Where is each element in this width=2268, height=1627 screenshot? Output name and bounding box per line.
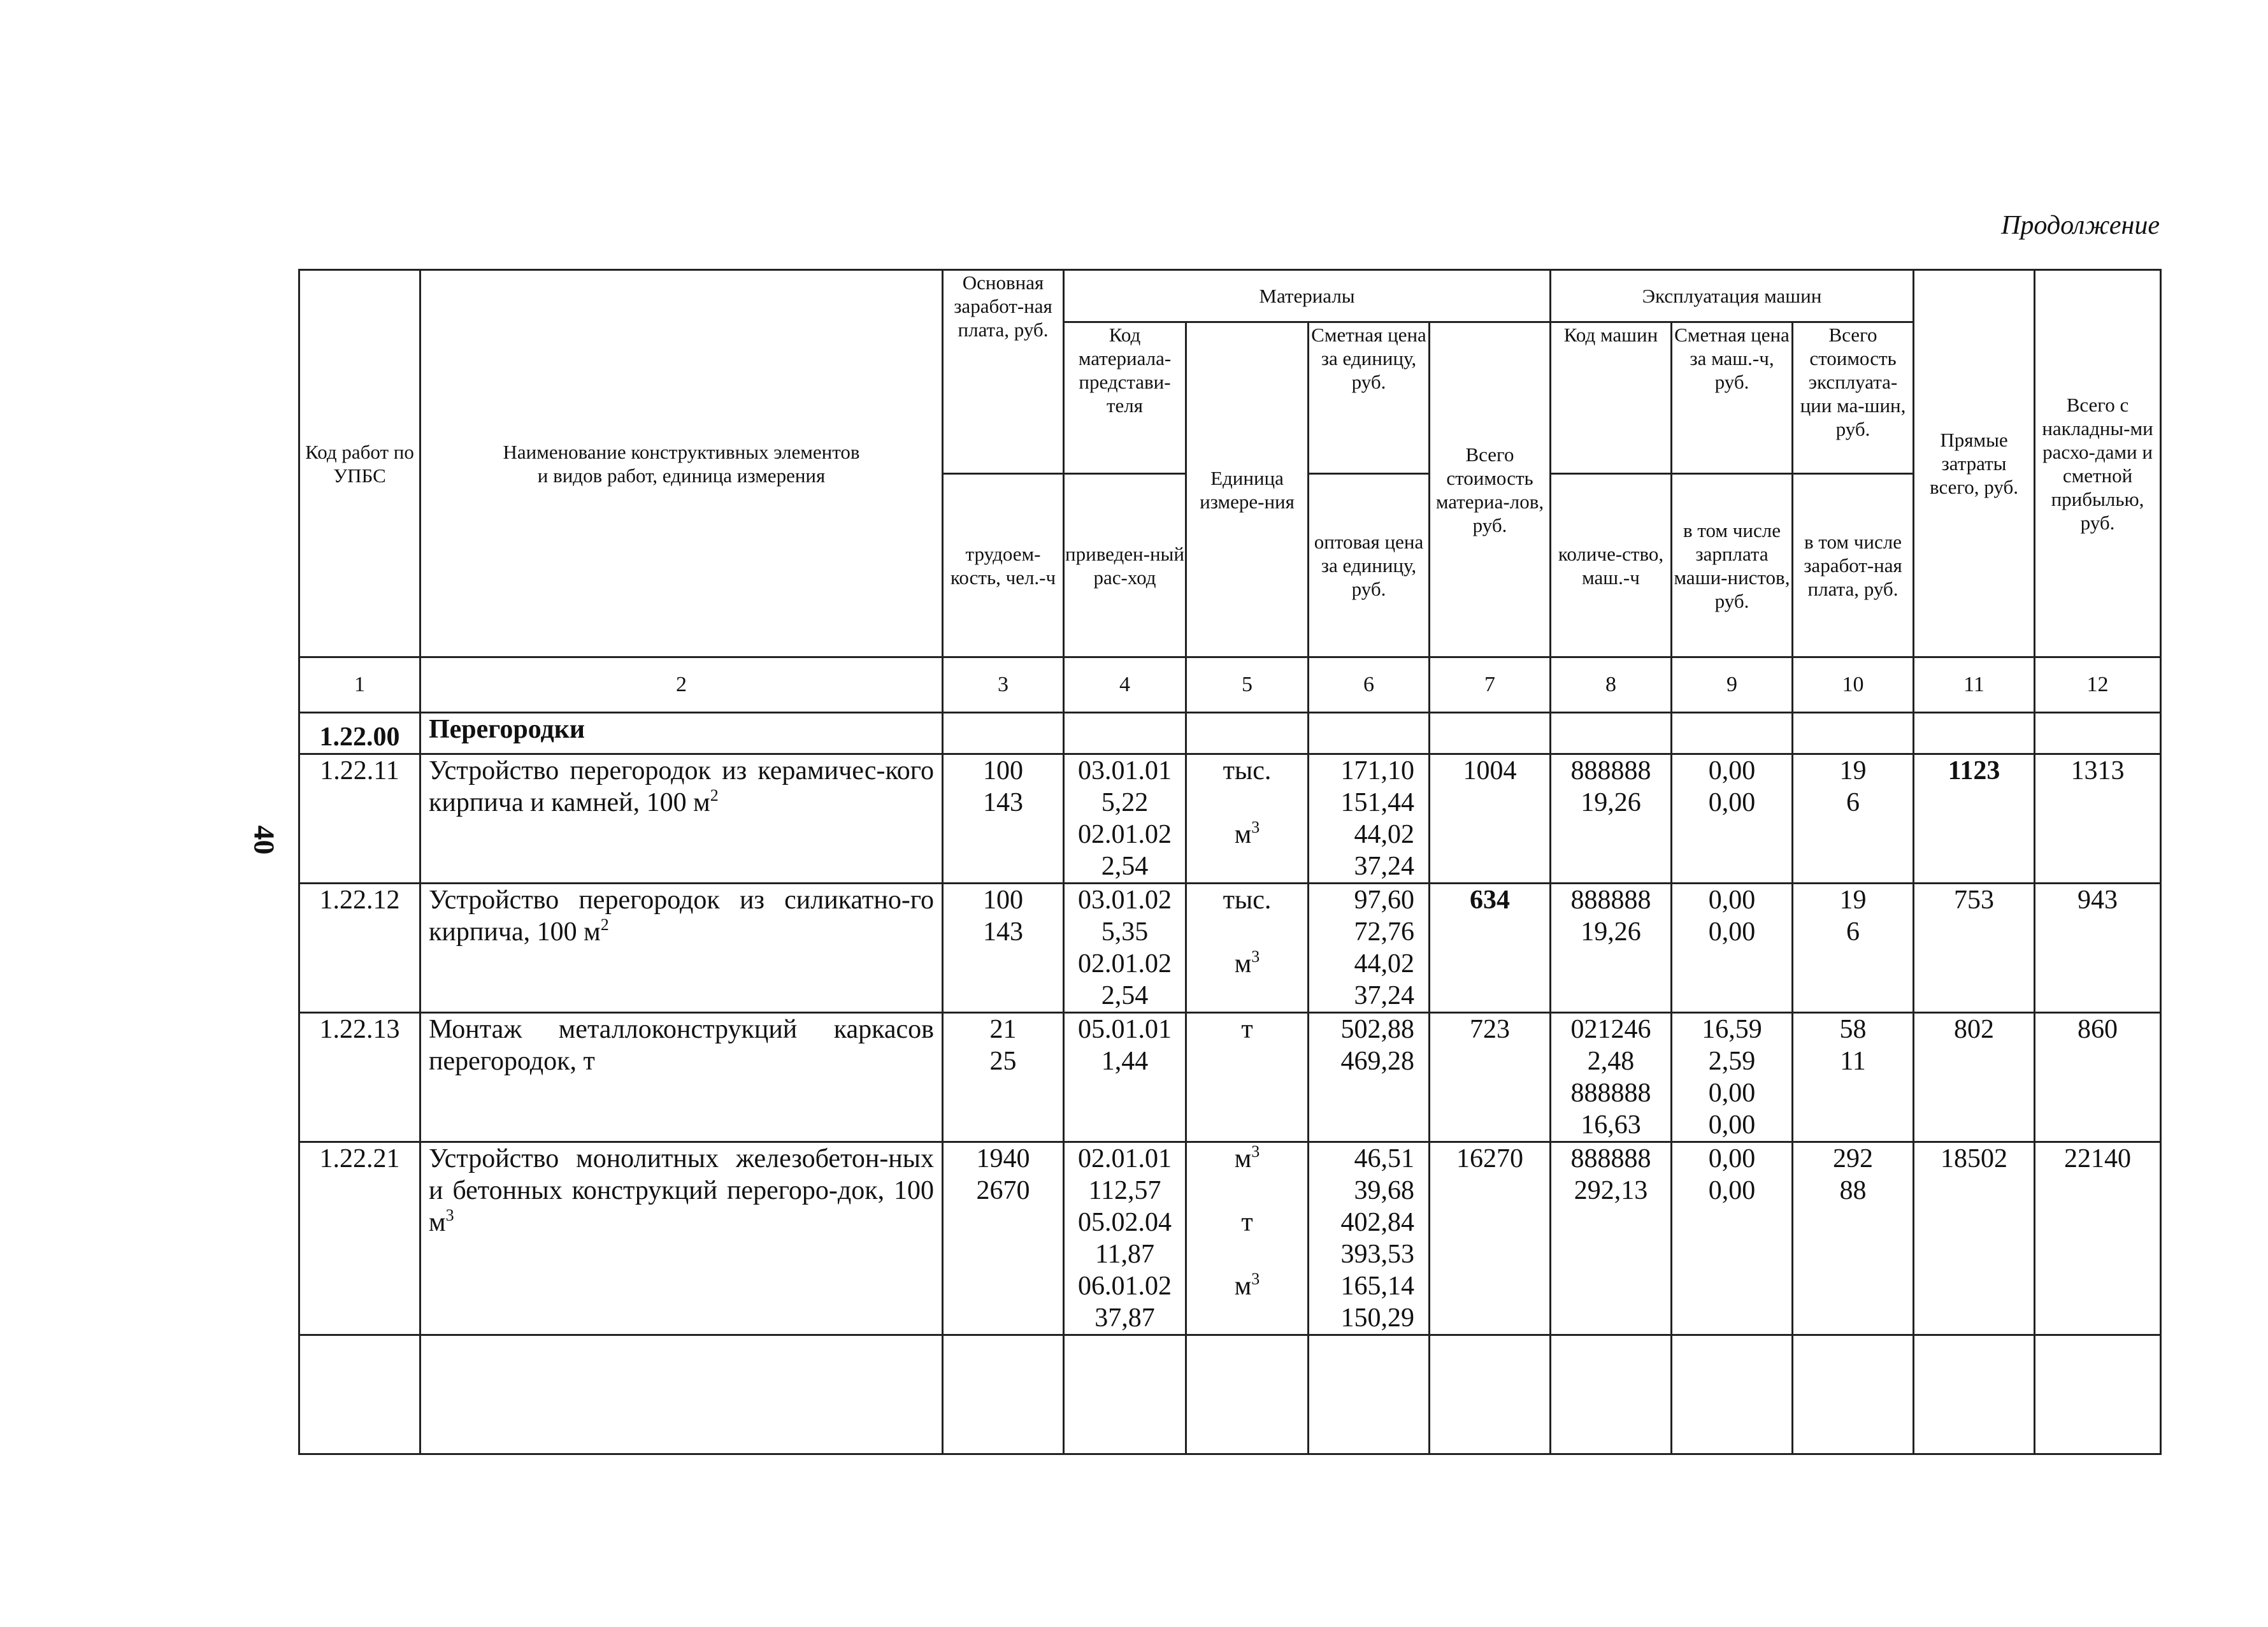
- row-wage-value: 143: [983, 917, 1023, 947]
- row-material-total-value: 723: [1470, 1014, 1510, 1044]
- row-machine-code-value: 16,63: [1581, 1110, 1641, 1140]
- row-unit-value: т: [1241, 1014, 1253, 1044]
- row-wage: [943, 1142, 1064, 1335]
- col-mach-total-header: Всего стоимость эксплуата-ции ма-шин, руб.: [1793, 322, 1914, 474]
- row-wage-value: 100: [983, 885, 1023, 915]
- row-price-value: 165,14: [1340, 1271, 1414, 1301]
- col-number: 1: [299, 657, 420, 713]
- row-overhead-cost-value: 943: [2078, 885, 2118, 915]
- row-unit-value: [1187, 787, 1307, 819]
- row-machine-total-value: 88: [1839, 1175, 1867, 1205]
- row-unit: [1186, 883, 1309, 1012]
- row-machine-code-value: 888888: [1570, 1078, 1651, 1108]
- row-machine-price: [1672, 754, 1793, 883]
- row-code-value: 1.22.21: [319, 1143, 400, 1173]
- row-unit-value: $м^3$: [1234, 817, 1260, 849]
- row-machine-price-value: 0,00: [1708, 885, 1756, 915]
- row-price-value: 44,02: [1354, 819, 1414, 849]
- row-material-code-value: 03.01.01: [1078, 756, 1172, 785]
- row-machine-price-value: 0,00: [1708, 1078, 1756, 1108]
- row-machine-price-value: 0,00: [1708, 1175, 1756, 1205]
- row-unit-value: [1187, 1302, 1307, 1334]
- row-unit-value: [1187, 916, 1307, 948]
- row-price-value: 37,24: [1354, 851, 1414, 881]
- row-name: Устройство перегородок из силикатно-го кирпича, 100 $м^2$: [420, 883, 943, 1012]
- row-price-value: 46,51: [1354, 1143, 1414, 1173]
- row-overhead-cost: [2035, 754, 2161, 883]
- row-price-value: 97,60: [1354, 885, 1414, 915]
- row-material-code-value: 2,54: [1101, 980, 1149, 1010]
- row-material-code: [1064, 754, 1186, 883]
- col-number: 2: [420, 657, 943, 713]
- row-wage-value: 25: [989, 1046, 1017, 1076]
- row-price-value: 469,28: [1340, 1046, 1414, 1076]
- row-material-total-value: 1004: [1463, 756, 1517, 785]
- row-unit-value: [1187, 1238, 1307, 1270]
- row-material-code-value: 02.01.01: [1078, 1143, 1172, 1173]
- row-code: [299, 1142, 420, 1335]
- row-code: [299, 754, 420, 883]
- row-machine-code-value: 19,26: [1581, 917, 1641, 947]
- row-price: [1309, 754, 1430, 883]
- row-wage-value: 2670: [976, 1175, 1030, 1205]
- row-material-total-value: 634: [1470, 885, 1510, 915]
- col-mach-wage-header: в том числе заработ-ная плата, руб.: [1793, 474, 1914, 657]
- row-material-code-value: 05.01.01: [1078, 1014, 1172, 1044]
- row-name: Устройство перегородок из керамичес-кого кирпича и камней, 100 $м^2$: [420, 754, 943, 883]
- row-name: Устройство монолитных железобетон-ных и бетонных конструкций перегоро-док, 100 $м^3$: [420, 1142, 943, 1335]
- row-machine-price: [1672, 1142, 1793, 1335]
- row-unit: [1186, 1142, 1309, 1335]
- row-material-code-value: 5,35: [1101, 917, 1149, 947]
- col-number: 8: [1551, 657, 1672, 713]
- row-material-total: [1430, 1142, 1551, 1335]
- row-machine-total: [1793, 883, 1914, 1012]
- row-price-value: 44,02: [1354, 949, 1414, 978]
- row-machine-price: [1672, 1012, 1793, 1142]
- row-code-value: 1.22.11: [320, 756, 399, 785]
- row-material-code-value: 06.01.02: [1078, 1271, 1172, 1301]
- machines-group-header: Эксплуатация машин: [1551, 270, 1914, 322]
- col-code-header: Код работ по УПБС: [299, 270, 420, 657]
- row-machine-price-value: 16,59: [1702, 1014, 1762, 1044]
- row-code: [299, 883, 420, 1012]
- col-number: 3: [943, 657, 1064, 713]
- col-number: 6: [1309, 657, 1430, 713]
- row-material-total-value: 16270: [1456, 1143, 1523, 1173]
- row-machine-price-value: 0,00: [1708, 1110, 1756, 1140]
- row-wage: [943, 1012, 1064, 1142]
- table-row: [299, 1012, 2161, 1142]
- row-machine-total-value: 19: [1839, 885, 1867, 915]
- row-machine-code-value: 888888: [1570, 1143, 1651, 1173]
- row-name: Монтаж металлоконструкций каркасов перегородок, т: [420, 1012, 943, 1142]
- materials-group-header: Материалы: [1064, 270, 1551, 322]
- row-machine-code-value: 19,26: [1581, 787, 1641, 817]
- row-material-total: [1430, 754, 1551, 883]
- row-machine-code: [1551, 1012, 1672, 1142]
- col-number: 11: [1914, 657, 2035, 713]
- row-price-value: 39,68: [1354, 1175, 1414, 1205]
- col-name-header: Наименование конструктивных элементов и видов работ, единица измерения: [420, 270, 943, 657]
- col-number: 7: [1430, 657, 1551, 713]
- col-number: 10: [1793, 657, 1914, 713]
- row-machine-code: [1551, 883, 1672, 1012]
- row-direct-cost: [1914, 1142, 2035, 1335]
- col-mat-total-header: Всего стоимость материа-лов, руб.: [1430, 322, 1551, 657]
- row-wage-value: 143: [983, 787, 1023, 817]
- row-machine-total: [1793, 754, 1914, 883]
- row-material-code-value: 1,44: [1101, 1046, 1149, 1076]
- row-unit-value: $м^3$: [1234, 1269, 1260, 1301]
- col-number: 12: [2035, 657, 2161, 713]
- row-direct-cost: [1914, 883, 2035, 1012]
- row-machine-total-value: 58: [1839, 1014, 1867, 1044]
- col-overhead-header: Всего с накладны-ми расхо-дами и сметной прибылью, руб.: [2035, 270, 2161, 657]
- row-overhead-cost: [2035, 883, 2161, 1012]
- row-material-code: [1064, 1142, 1186, 1335]
- row-machine-price-value: 2,59: [1708, 1046, 1756, 1076]
- row-material-code: [1064, 1012, 1186, 1142]
- col-number: 9: [1672, 657, 1793, 713]
- row-overhead-cost: [2035, 1142, 2161, 1335]
- row-code: [299, 1012, 420, 1142]
- col-direct-header: Прямые затраты всего, руб.: [1914, 270, 2035, 657]
- row-unit: [1186, 754, 1309, 883]
- row-machine-code-value: 888888: [1570, 756, 1651, 785]
- col-mach-code-header: Код машин: [1551, 322, 1672, 474]
- row-direct-cost-value: 1123: [1948, 756, 2000, 785]
- col-wage-header: Основная заработ-ная плата, руб.: [943, 270, 1064, 474]
- row-unit-value: $м^3$: [1234, 947, 1260, 978]
- row-unit-value: тыс.: [1223, 756, 1272, 785]
- row-unit: [1186, 1012, 1309, 1142]
- row-machine-price-value: 0,00: [1708, 787, 1756, 817]
- row-machine-total-value: 6: [1846, 787, 1860, 817]
- row-unit-value: т: [1241, 1207, 1253, 1237]
- row-material-code: [1064, 883, 1186, 1012]
- row-machine-total-value: 6: [1846, 917, 1860, 947]
- row-direct-cost: [1914, 1012, 2035, 1142]
- row-overhead-cost: [2035, 1012, 2161, 1142]
- row-wage-value: 21: [989, 1014, 1017, 1044]
- row-material-code-value: 5,22: [1101, 787, 1149, 817]
- row-price: [1309, 1142, 1430, 1335]
- row-material-code-value: 05.02.04: [1078, 1207, 1172, 1237]
- row-material-total: [1430, 883, 1551, 1012]
- row-machine-code: [1551, 1142, 1672, 1335]
- col-consumption-header: приведен-ный рас-ход: [1064, 474, 1186, 657]
- row-unit-value: $м^3$: [1234, 1142, 1260, 1173]
- row-price-value: 151,44: [1340, 787, 1414, 817]
- row-material-code-value: 2,54: [1101, 851, 1149, 881]
- page-number: 40: [248, 825, 281, 855]
- row-wage-value: 1940: [976, 1143, 1030, 1173]
- section-code: 1.22.00: [299, 712, 420, 754]
- row-direct-cost-value: 18502: [1941, 1143, 2007, 1173]
- col-mat-code-header: Код материала-представи-теля: [1064, 322, 1186, 474]
- row-unit-value: [1187, 850, 1307, 882]
- table-row: [299, 1142, 2161, 1335]
- row-direct-cost-value: 802: [1954, 1014, 1994, 1044]
- col-labor-header: трудоем-кость, чел.-ч: [943, 474, 1064, 657]
- row-code-value: 1.22.12: [319, 885, 400, 915]
- row-unit-value: [1187, 1175, 1307, 1207]
- row-price-value: 37,24: [1354, 980, 1414, 1010]
- row-price: [1309, 883, 1430, 1012]
- row-machine-price-value: 0,00: [1708, 1143, 1756, 1173]
- row-machine-total: [1793, 1142, 1914, 1335]
- row-machine-total-value: 292: [1833, 1143, 1873, 1173]
- continuation-label: Продолжение: [2001, 211, 2160, 240]
- row-wage: [943, 754, 1064, 883]
- cost-table: [298, 269, 2162, 1455]
- row-machine-total: [1793, 1012, 1914, 1142]
- row-machine-code-value: 292,13: [1574, 1175, 1648, 1205]
- row-machine-total-value: 11: [1840, 1046, 1866, 1076]
- table-row: [299, 754, 2161, 883]
- table-row: [299, 883, 2161, 1012]
- section-title: Перегородки: [420, 712, 943, 754]
- row-code-value: 1.22.13: [319, 1014, 400, 1044]
- filler-row: [299, 1335, 2161, 1454]
- row-machine-price: [1672, 883, 1793, 1012]
- row-machine-code: [1551, 754, 1672, 883]
- col-mach-price-header: Сметная цена за маш.-ч, руб.: [1672, 322, 1793, 474]
- row-wage-value: 100: [983, 756, 1023, 785]
- row-material-code-value: 02.01.02: [1078, 949, 1172, 978]
- row-machine-code-value: 021246: [1570, 1014, 1651, 1044]
- col-price-header: Сметная цена за единицу, руб.: [1309, 322, 1430, 474]
- col-number: 4: [1064, 657, 1186, 713]
- row-direct-cost: [1914, 754, 2035, 883]
- col-wholesale-header: оптовая цена за единицу, руб.: [1309, 474, 1430, 657]
- col-mach-hours-header: количе-ство, маш.-ч: [1551, 474, 1672, 657]
- row-unit-value: [1187, 980, 1307, 1012]
- row-price-value: 72,76: [1354, 917, 1414, 947]
- row-machine-code-value: 888888: [1570, 885, 1651, 915]
- row-wage: [943, 883, 1064, 1012]
- row-price-value: 402,84: [1340, 1207, 1414, 1237]
- row-overhead-cost-value: 860: [2078, 1014, 2118, 1044]
- col-operator-wage-header: в том числе зарплата маши-нистов, руб.: [1672, 474, 1793, 657]
- row-direct-cost-value: 753: [1954, 885, 1994, 915]
- row-material-code-value: 37,87: [1095, 1303, 1155, 1333]
- row-price-value: 502,88: [1340, 1014, 1414, 1044]
- col-unit-header: Единица измере-ния: [1186, 322, 1309, 657]
- row-machine-price-value: 0,00: [1708, 917, 1756, 947]
- row-machine-price-value: 0,00: [1708, 756, 1756, 785]
- row-price: [1309, 1012, 1430, 1142]
- row-price-value: 393,53: [1340, 1239, 1414, 1269]
- col-number: 5: [1186, 657, 1309, 713]
- row-material-code-value: 11,87: [1095, 1239, 1154, 1269]
- row-price-value: 171,10: [1340, 756, 1414, 785]
- row-price-value: 150,29: [1340, 1303, 1414, 1333]
- row-material-total: [1430, 1012, 1551, 1142]
- row-overhead-cost-value: 1313: [2071, 756, 2125, 785]
- row-material-code-value: 02.01.02: [1078, 819, 1172, 849]
- row-material-code-value: 112,57: [1088, 1175, 1161, 1205]
- row-machine-total-value: 19: [1839, 756, 1867, 785]
- row-overhead-cost-value: 22140: [2064, 1143, 2131, 1173]
- row-machine-code-value: 2,48: [1587, 1046, 1635, 1076]
- row-material-code-value: 03.01.02: [1078, 885, 1172, 915]
- row-unit-value: тыс.: [1223, 885, 1272, 915]
